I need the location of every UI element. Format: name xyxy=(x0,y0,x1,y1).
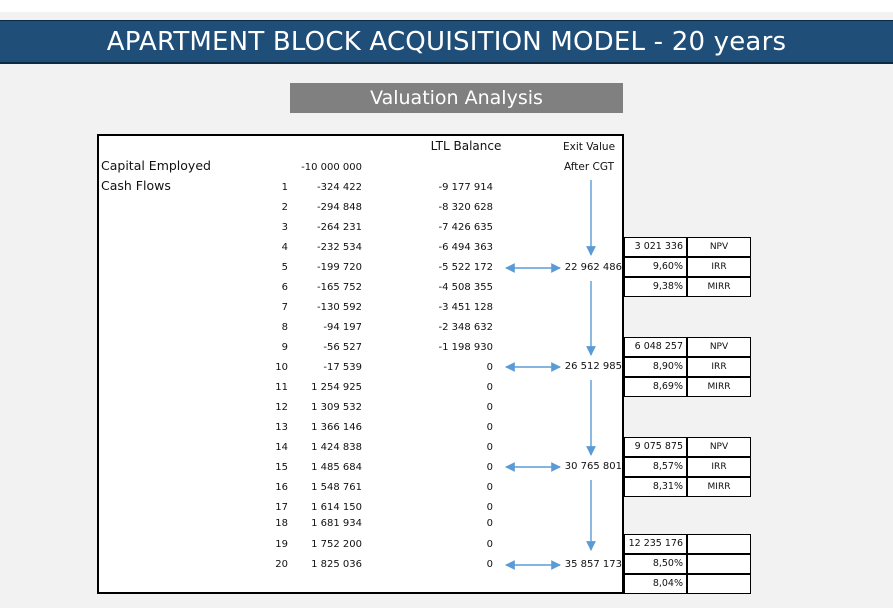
ltl-balance-value: -8 320 628 xyxy=(438,202,493,213)
npv-year10: 6 048 257 xyxy=(624,337,687,357)
year-number: 11 xyxy=(275,382,288,393)
ltl-balance-value: 0 xyxy=(486,518,493,529)
ltl-balance-value: 0 xyxy=(486,559,493,570)
npv-label-year15: NPV xyxy=(687,437,751,457)
irr-label-year5: IRR xyxy=(687,257,751,277)
exit-value-year5: 22 962 486 xyxy=(564,262,622,273)
year-number: 3 xyxy=(281,222,288,233)
ltl-balance-value: 0 xyxy=(486,539,493,550)
cash-flow-value: 1 366 146 xyxy=(311,422,362,433)
cash-flow-value: -199 720 xyxy=(317,262,362,273)
exit-value-year15: 30 765 801 xyxy=(564,461,622,472)
ltl-balance-value: 0 xyxy=(486,442,493,453)
irr-label-year15: IRR xyxy=(687,457,751,477)
cash-flows-label: Cash Flows xyxy=(101,178,171,193)
mirr-year15: 8,31% xyxy=(624,477,687,497)
year-number: 10 xyxy=(275,362,288,373)
cash-flow-value: -294 848 xyxy=(317,202,362,213)
irr-year10: 8,90% xyxy=(624,357,687,377)
cash-flow-value: 1 614 150 xyxy=(311,502,362,513)
year-number: 13 xyxy=(275,422,288,433)
mirr-year5: 9,38% xyxy=(624,277,687,297)
ltl-balance-value: 0 xyxy=(486,482,493,493)
ltl-balance-value: -3 451 128 xyxy=(438,302,493,313)
mirr-year20: 8,04% xyxy=(624,574,687,594)
ltl-balance-value: -7 426 635 xyxy=(438,222,493,233)
ltl-balance-value: -5 522 172 xyxy=(438,262,493,273)
mirr-label-year15: MIRR xyxy=(687,477,751,497)
cash-flow-value: 1 825 036 xyxy=(311,559,362,570)
irr-year15: 8,57% xyxy=(624,457,687,477)
cash-flow-value: -264 231 xyxy=(317,222,362,233)
page-title: APARTMENT BLOCK ACQUISITION MODEL - 20 years xyxy=(0,20,893,64)
ltl-balance-value: -4 508 355 xyxy=(438,282,493,293)
year-number: 20 xyxy=(275,559,288,570)
year-number: 14 xyxy=(275,442,288,453)
cash-flow-value: -232 534 xyxy=(317,242,362,253)
npv-label-year5: NPV xyxy=(687,237,751,257)
ltl-balance-value: -6 494 363 xyxy=(438,242,493,253)
mirr-year10: 8,69% xyxy=(624,377,687,397)
year-number: 9 xyxy=(281,342,288,353)
year-number: 12 xyxy=(275,402,288,413)
cash-flow-value: 1 254 925 xyxy=(311,382,362,393)
capital-employed-value: -10 000 000 xyxy=(301,162,362,173)
capital-employed-label: Capital Employed xyxy=(101,158,211,173)
irr-year5: 9,60% xyxy=(624,257,687,277)
cash-flow-value: -56 527 xyxy=(323,342,362,353)
year-number: 15 xyxy=(275,462,288,473)
blank-cell-year20-c xyxy=(687,574,751,594)
npv-year15: 9 075 875 xyxy=(624,437,687,457)
year-number: 18 xyxy=(275,518,288,529)
npv-label-year10: NPV xyxy=(687,337,751,357)
year-number: 16 xyxy=(275,482,288,493)
ltl-balance-value: 0 xyxy=(486,402,493,413)
exit-value-year10: 26 512 985 xyxy=(564,361,622,372)
cash-flow-value: -324 422 xyxy=(317,182,362,193)
cash-flow-value: 1 681 934 xyxy=(311,518,362,529)
mirr-label-year5: MIRR xyxy=(687,277,751,297)
cash-flow-value: -17 539 xyxy=(323,362,362,373)
year-number: 6 xyxy=(281,282,288,293)
ltl-balance-value: 0 xyxy=(486,502,493,513)
ltl-balance-value: -9 177 914 xyxy=(438,182,493,193)
ltl-balance-value: -1 198 930 xyxy=(438,342,493,353)
year-number: 5 xyxy=(281,262,288,273)
cash-flow-value: 1 424 838 xyxy=(311,442,362,453)
ltl-balance-value: 0 xyxy=(486,362,493,373)
cash-flow-value: 1 309 532 xyxy=(311,402,362,413)
year-number: 17 xyxy=(275,502,288,513)
blank-cell-year20-b xyxy=(687,554,751,574)
after-cgt-header: After CGT xyxy=(563,161,615,173)
year-number: 4 xyxy=(281,242,288,253)
npv-year20: 12 235 176 xyxy=(624,534,687,554)
year-number: 1 xyxy=(281,182,288,193)
irr-year20: 8,50% xyxy=(624,554,687,574)
ltl-balance-header: LTL Balance xyxy=(430,139,502,153)
year-number: 7 xyxy=(281,302,288,313)
ltl-balance-value: 0 xyxy=(486,422,493,433)
year-number: 19 xyxy=(275,539,288,550)
exit-value-year20: 35 857 173 xyxy=(564,559,622,570)
ltl-balance-value: -2 348 632 xyxy=(438,322,493,333)
exit-value-header: Exit Value xyxy=(562,141,616,153)
section-title: Valuation Analysis xyxy=(290,83,623,113)
year-number: 8 xyxy=(281,322,288,333)
cash-flow-value: -165 752 xyxy=(317,282,362,293)
cash-flow-value: 1 752 200 xyxy=(311,539,362,550)
cash-flow-value: -94 197 xyxy=(323,322,362,333)
cash-flow-value: 1 485 684 xyxy=(311,462,362,473)
ltl-balance-value: 0 xyxy=(486,462,493,473)
cash-flow-value: -130 592 xyxy=(317,302,362,313)
mirr-label-year10: MIRR xyxy=(687,377,751,397)
irr-label-year10: IRR xyxy=(687,357,751,377)
blank-cell-year20-a xyxy=(687,534,751,554)
ltl-balance-value: 0 xyxy=(486,382,493,393)
npv-year5: 3 021 336 xyxy=(624,237,687,257)
year-number: 2 xyxy=(281,202,288,213)
cash-flow-value: 1 548 761 xyxy=(311,482,362,493)
